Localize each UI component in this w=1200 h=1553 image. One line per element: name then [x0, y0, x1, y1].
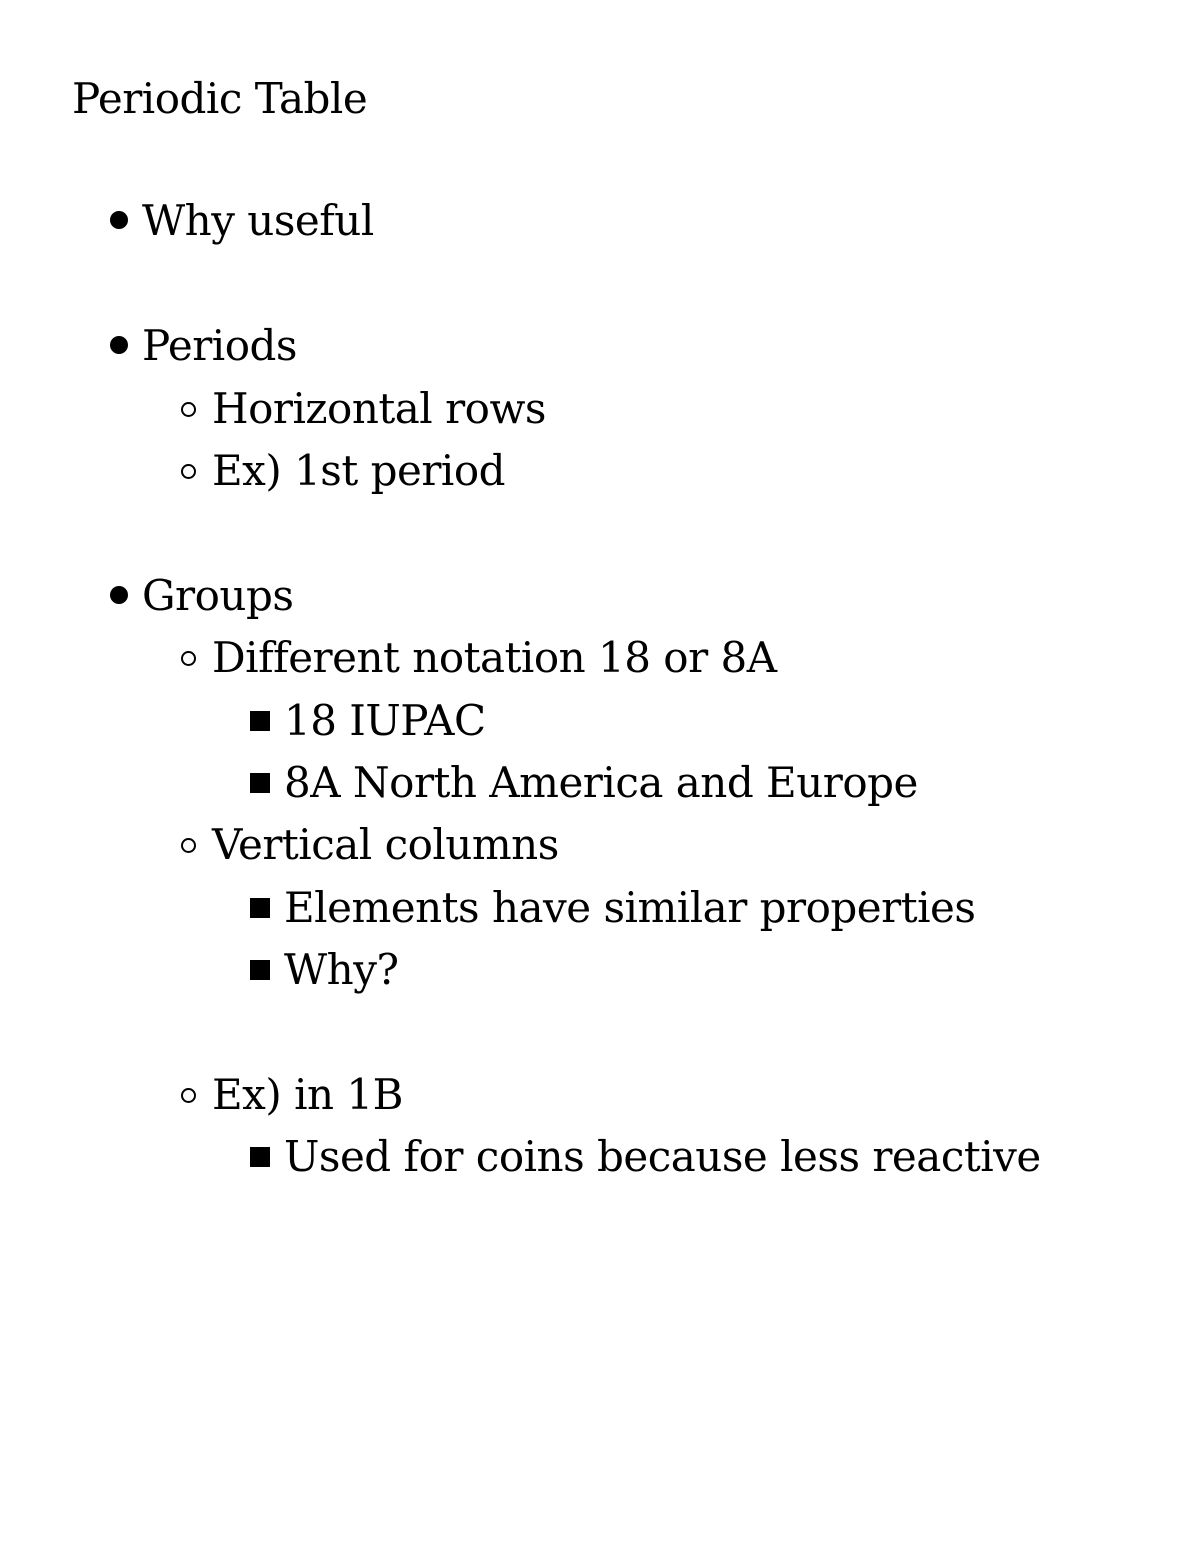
sub-sub-bullet-item [250, 1132, 1041, 1181]
sub-bullet-item [181, 1070, 404, 1119]
bullet-item-groups [110, 571, 294, 620]
bullet-text: 18 IUPAC [284, 696, 486, 745]
circle-bullet-icon [181, 651, 196, 666]
page-title: Periodic Table [72, 74, 368, 123]
sub-sub-bullet-item [250, 945, 399, 994]
sub-bullet-item [181, 446, 506, 495]
square-bullet-icon [250, 773, 270, 793]
bullet-text: Periods [142, 321, 297, 370]
square-bullet-icon [250, 1147, 270, 1167]
bullet-item-why-useful [110, 196, 374, 245]
circle-bullet-icon [181, 838, 196, 853]
bullet-text: Vertical columns [212, 820, 559, 869]
bullet-item-periods [110, 321, 297, 370]
disc-bullet-icon [110, 211, 128, 229]
sub-sub-bullet-item [250, 696, 486, 745]
bullet-text: Used for coins because less reactive [284, 1132, 1041, 1181]
circle-bullet-icon [181, 402, 196, 417]
disc-bullet-icon [110, 336, 128, 354]
bullet-text: Elements have similar properties [284, 883, 976, 932]
circle-bullet-icon [181, 464, 196, 479]
bullet-text: Groups [142, 571, 294, 620]
square-bullet-icon [250, 898, 270, 918]
circle-bullet-icon [181, 1088, 196, 1103]
square-bullet-icon [250, 960, 270, 980]
bullet-text: Why useful [142, 196, 374, 245]
bullet-text: Ex) 1st period [212, 446, 506, 495]
bullet-text: Different notation 18 or 8A [212, 633, 777, 682]
bullet-text: 8A North America and Europe [284, 758, 918, 807]
square-bullet-icon [250, 711, 270, 731]
sub-bullet-item [181, 384, 546, 433]
bullet-text: Horizontal rows [212, 384, 546, 433]
sub-bullet-item [181, 820, 559, 869]
bullet-text: Why? [284, 945, 399, 994]
sub-sub-bullet-item [250, 883, 976, 932]
disc-bullet-icon [110, 586, 128, 604]
sub-sub-bullet-item [250, 758, 918, 807]
bullet-text: Ex) in 1B [212, 1070, 404, 1119]
sub-bullet-item [181, 633, 777, 682]
